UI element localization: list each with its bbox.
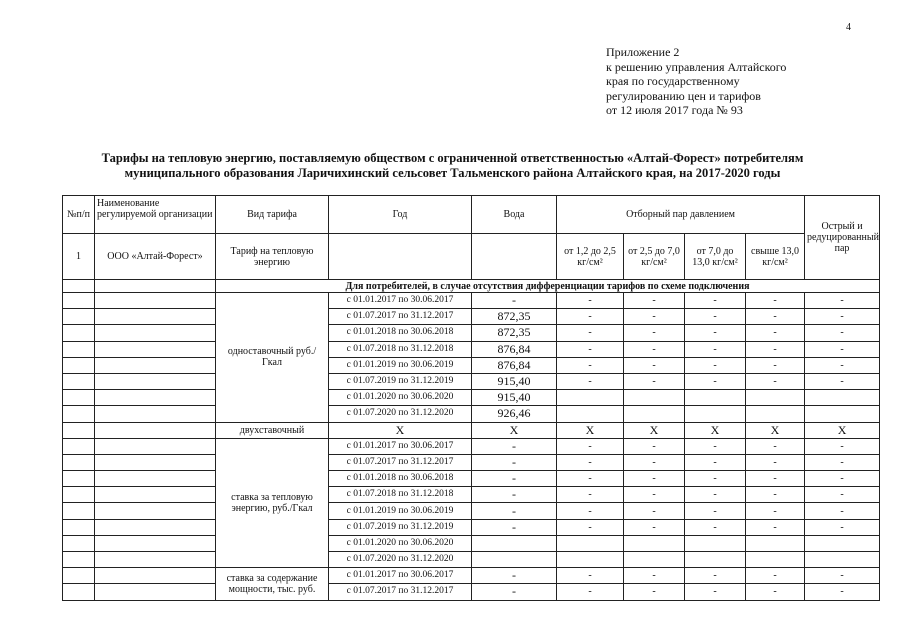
steam-1-cell: - bbox=[557, 373, 624, 389]
num-cell bbox=[63, 341, 95, 357]
header-steam-group: Отборный пар давлением bbox=[557, 196, 805, 234]
steam-1-cell: - bbox=[557, 357, 624, 373]
num-cell bbox=[63, 373, 95, 389]
org-cell bbox=[95, 390, 216, 406]
period-cell: с 01.01.2017 по 30.06.2017 bbox=[329, 438, 472, 454]
steam-2-cell: - bbox=[624, 454, 685, 470]
steam-3-cell: - bbox=[685, 357, 746, 373]
steam-3-cell bbox=[685, 535, 746, 551]
steam-2-cell: - bbox=[624, 293, 685, 309]
live-steam-cell: - bbox=[805, 438, 880, 454]
tariff-group-label: двухставочный bbox=[216, 422, 329, 438]
steam-4-cell bbox=[746, 552, 805, 568]
table-row bbox=[63, 454, 880, 470]
page-number: 4 bbox=[846, 22, 851, 33]
steam-1-cell: - bbox=[557, 438, 624, 454]
water-cell bbox=[472, 552, 557, 568]
org-cell bbox=[95, 341, 216, 357]
water-cell: 872,35 bbox=[472, 309, 557, 325]
live-steam-cell: - bbox=[805, 471, 880, 487]
org-cell bbox=[95, 309, 216, 325]
live-steam-cell: - bbox=[805, 357, 880, 373]
steam-4-cell: - bbox=[746, 438, 805, 454]
live-steam-cell bbox=[805, 406, 880, 422]
steam-3-cell: - bbox=[685, 584, 746, 600]
steam-3-cell: - bbox=[685, 438, 746, 454]
steam-4-cell: - bbox=[746, 325, 805, 341]
num-cell bbox=[63, 406, 95, 422]
org-cell bbox=[95, 552, 216, 568]
appendix-line: регулированию цен и тарифов bbox=[606, 88, 761, 103]
water-cell: 915,40 bbox=[472, 390, 557, 406]
steam-2-cell: - bbox=[624, 373, 685, 389]
num-cell bbox=[63, 438, 95, 454]
table-row bbox=[63, 357, 880, 373]
period-cell: с 01.01.2019 по 30.06.2019 bbox=[329, 503, 472, 519]
steam-2-cell bbox=[624, 535, 685, 551]
org-cell bbox=[95, 535, 216, 551]
row-org: ООО «Алтай-Форест» bbox=[95, 234, 216, 280]
table-row bbox=[63, 471, 880, 487]
steam-2-cell: X bbox=[624, 422, 685, 438]
steam-3-cell: - bbox=[685, 309, 746, 325]
appendix-line: от 12 июля 2017 года № 93 bbox=[606, 103, 743, 117]
steam-1-cell: - bbox=[557, 293, 624, 309]
org-cell bbox=[95, 471, 216, 487]
org-cell bbox=[95, 503, 216, 519]
row-water-empty bbox=[472, 234, 557, 280]
table-row bbox=[63, 325, 880, 341]
steam-4-cell: - bbox=[746, 584, 805, 600]
num-cell bbox=[63, 568, 95, 584]
period-cell: с 01.07.2017 по 31.12.2017 bbox=[329, 584, 472, 600]
water-cell: - bbox=[472, 471, 557, 487]
steam-1-cell bbox=[557, 406, 624, 422]
org-cell bbox=[95, 293, 216, 309]
table-row bbox=[63, 293, 880, 309]
num-cell bbox=[63, 309, 95, 325]
appendix-line: Приложение 2 bbox=[606, 45, 680, 59]
steam-1-cell: - bbox=[557, 341, 624, 357]
steam-4-cell: X bbox=[746, 422, 805, 438]
steam-2-cell bbox=[624, 552, 685, 568]
steam-2-cell: - bbox=[624, 471, 685, 487]
live-steam-cell bbox=[805, 535, 880, 551]
header-org: Наименование регулируемой организации bbox=[95, 196, 216, 234]
period-cell: с 01.07.2017 по 31.12.2017 bbox=[329, 454, 472, 470]
steam-3-cell bbox=[685, 406, 746, 422]
period-cell: X bbox=[329, 422, 472, 438]
header-steam-2: от 2,5 до 7,0 кг/см² bbox=[624, 234, 685, 280]
steam-2-cell: - bbox=[624, 568, 685, 584]
tariff-group-label: ставка за тепловую энергию, руб./Гкал bbox=[216, 438, 329, 568]
steam-3-cell: - bbox=[685, 454, 746, 470]
steam-1-cell: - bbox=[557, 568, 624, 584]
header-year: Год bbox=[329, 196, 472, 234]
section-title: Для потребителей, в случае отсутствия дифференциации тарифов по схеме подключения bbox=[216, 280, 880, 293]
section-empty bbox=[63, 280, 95, 293]
section-empty bbox=[95, 280, 216, 293]
steam-2-cell: - bbox=[624, 503, 685, 519]
water-cell: - bbox=[472, 503, 557, 519]
period-cell: с 01.07.2020 по 31.12.2020 bbox=[329, 552, 472, 568]
table-row bbox=[63, 373, 880, 389]
org-cell bbox=[95, 373, 216, 389]
table-row bbox=[63, 438, 880, 454]
water-cell bbox=[472, 535, 557, 551]
live-steam-cell: - bbox=[805, 325, 880, 341]
num-cell bbox=[63, 487, 95, 503]
steam-2-cell: - bbox=[624, 584, 685, 600]
num-cell bbox=[63, 325, 95, 341]
appendix-note bbox=[606, 45, 786, 118]
steam-1-cell: - bbox=[557, 325, 624, 341]
water-cell: 872,35 bbox=[472, 325, 557, 341]
period-cell: с 01.01.2020 по 30.06.2020 bbox=[329, 390, 472, 406]
live-steam-cell: - bbox=[805, 487, 880, 503]
org-cell bbox=[95, 454, 216, 470]
row-year-empty bbox=[329, 234, 472, 280]
steam-1-cell: - bbox=[557, 309, 624, 325]
period-cell: с 01.01.2019 по 30.06.2019 bbox=[329, 357, 472, 373]
steam-2-cell: - bbox=[624, 341, 685, 357]
steam-1-cell: - bbox=[557, 487, 624, 503]
steam-3-cell: - bbox=[685, 293, 746, 309]
steam-4-cell: - bbox=[746, 471, 805, 487]
period-cell: с 01.07.2018 по 31.12.2018 bbox=[329, 341, 472, 357]
period-cell: с 01.01.2017 по 30.06.2017 bbox=[329, 293, 472, 309]
num-cell bbox=[63, 503, 95, 519]
steam-3-cell: - bbox=[685, 519, 746, 535]
org-cell bbox=[95, 406, 216, 422]
table-row bbox=[63, 309, 880, 325]
num-cell bbox=[63, 390, 95, 406]
org-cell bbox=[95, 325, 216, 341]
steam-3-cell bbox=[685, 552, 746, 568]
org-cell bbox=[95, 438, 216, 454]
steam-1-cell bbox=[557, 390, 624, 406]
steam-3-cell: X bbox=[685, 422, 746, 438]
water-cell: 926,46 bbox=[472, 406, 557, 422]
steam-1-cell: - bbox=[557, 503, 624, 519]
steam-4-cell: - bbox=[746, 454, 805, 470]
steam-3-cell: - bbox=[685, 341, 746, 357]
steam-3-cell: - bbox=[685, 568, 746, 584]
steam-2-cell bbox=[624, 390, 685, 406]
table-row bbox=[63, 568, 880, 584]
period-cell: с 01.07.2019 по 31.12.2019 bbox=[329, 373, 472, 389]
steam-4-cell: - bbox=[746, 309, 805, 325]
live-steam-cell bbox=[805, 390, 880, 406]
water-cell: 876,84 bbox=[472, 357, 557, 373]
steam-3-cell: - bbox=[685, 373, 746, 389]
tariff-group-label: ставка за содержание мощности, тыс. руб. bbox=[216, 568, 329, 600]
live-steam-cell: - bbox=[805, 584, 880, 600]
org-cell bbox=[95, 357, 216, 373]
water-cell: - bbox=[472, 584, 557, 600]
tariff-table bbox=[62, 195, 880, 601]
tariff-group-label: одноставочный руб./Гкал bbox=[216, 293, 329, 423]
table-row bbox=[63, 390, 880, 406]
live-steam-cell: X bbox=[805, 422, 880, 438]
org-cell bbox=[95, 487, 216, 503]
org-cell bbox=[95, 422, 216, 438]
steam-4-cell: - bbox=[746, 487, 805, 503]
live-steam-cell bbox=[805, 552, 880, 568]
period-cell: с 01.01.2020 по 30.06.2020 bbox=[329, 535, 472, 551]
table-row bbox=[63, 584, 880, 600]
row-tariff: Тариф на тепловую энергию bbox=[216, 234, 329, 280]
live-steam-cell: - bbox=[805, 293, 880, 309]
live-steam-cell: - bbox=[805, 568, 880, 584]
steam-4-cell: - bbox=[746, 357, 805, 373]
water-cell: - bbox=[472, 454, 557, 470]
steam-1-cell: - bbox=[557, 584, 624, 600]
steam-2-cell: - bbox=[624, 309, 685, 325]
steam-3-cell: - bbox=[685, 503, 746, 519]
appendix-line: края по государственному bbox=[606, 74, 740, 88]
water-cell: - bbox=[472, 568, 557, 584]
steam-4-cell bbox=[746, 535, 805, 551]
num-cell bbox=[63, 552, 95, 568]
header-num: №п/п bbox=[63, 196, 95, 234]
table-row bbox=[63, 503, 880, 519]
live-steam-cell: - bbox=[805, 454, 880, 470]
steam-3-cell bbox=[685, 390, 746, 406]
steam-4-cell: - bbox=[746, 503, 805, 519]
appendix-line: к решению управления Алтайского bbox=[606, 59, 787, 74]
period-cell: с 01.07.2017 по 31.12.2017 bbox=[329, 309, 472, 325]
steam-2-cell: - bbox=[624, 325, 685, 341]
steam-2-cell: - bbox=[624, 519, 685, 535]
org-cell bbox=[95, 568, 216, 584]
steam-4-cell bbox=[746, 406, 805, 422]
num-cell bbox=[63, 454, 95, 470]
num-cell bbox=[63, 471, 95, 487]
header-steam-3: от 7,0 до 13,0 кг/см² bbox=[685, 234, 746, 280]
table-row bbox=[63, 552, 880, 568]
table-row bbox=[63, 487, 880, 503]
table-row bbox=[63, 519, 880, 535]
steam-4-cell: - bbox=[746, 519, 805, 535]
header-steam-1: от 1,2 до 2,5 кг/см² bbox=[557, 234, 624, 280]
num-cell bbox=[63, 535, 95, 551]
period-cell: с 01.07.2019 по 31.12.2019 bbox=[329, 519, 472, 535]
period-cell: с 01.07.2020 по 31.12.2020 bbox=[329, 406, 472, 422]
steam-3-cell: - bbox=[685, 471, 746, 487]
org-cell bbox=[95, 519, 216, 535]
table-row bbox=[63, 422, 880, 438]
steam-2-cell: - bbox=[624, 487, 685, 503]
water-cell: - bbox=[472, 293, 557, 309]
live-steam-cell: - bbox=[805, 503, 880, 519]
num-cell bbox=[63, 519, 95, 535]
steam-4-cell: - bbox=[746, 293, 805, 309]
steam-1-cell bbox=[557, 535, 624, 551]
header-live-steam: Острый и редуцированный пар bbox=[805, 196, 880, 280]
steam-1-cell bbox=[557, 552, 624, 568]
title-line: муниципального образования Ларичихинский сельсовет Тальменского района Алтайского края, на 2017-2020 годы bbox=[124, 166, 781, 180]
water-cell: X bbox=[472, 422, 557, 438]
num-cell bbox=[63, 584, 95, 600]
steam-1-cell: - bbox=[557, 454, 624, 470]
title-line: Тарифы на тепловую энергию, поставляемую обществом с ограниченной ответственностью «Алтай-Форест» потребителям bbox=[101, 151, 804, 165]
header-tariff-type: Вид тарифа bbox=[216, 196, 329, 234]
steam-1-cell: - bbox=[557, 519, 624, 535]
water-cell: - bbox=[472, 519, 557, 535]
water-cell: 915,40 bbox=[472, 373, 557, 389]
row-num: 1 bbox=[63, 234, 95, 280]
live-steam-cell: - bbox=[805, 519, 880, 535]
num-cell bbox=[63, 293, 95, 309]
period-cell: с 01.01.2018 по 30.06.2018 bbox=[329, 325, 472, 341]
steam-2-cell bbox=[624, 406, 685, 422]
live-steam-cell: - bbox=[805, 341, 880, 357]
steam-3-cell: - bbox=[685, 487, 746, 503]
period-cell: с 01.01.2018 по 30.06.2018 bbox=[329, 471, 472, 487]
steam-4-cell bbox=[746, 390, 805, 406]
steam-1-cell: X bbox=[557, 422, 624, 438]
steam-4-cell: - bbox=[746, 341, 805, 357]
steam-2-cell: - bbox=[624, 438, 685, 454]
water-cell: - bbox=[472, 438, 557, 454]
water-cell: 876,84 bbox=[472, 341, 557, 357]
document-title bbox=[20, 151, 885, 181]
steam-4-cell: - bbox=[746, 568, 805, 584]
steam-3-cell: - bbox=[685, 325, 746, 341]
period-cell: с 01.01.2017 по 30.06.2017 bbox=[329, 568, 472, 584]
live-steam-cell: - bbox=[805, 373, 880, 389]
steam-1-cell: - bbox=[557, 471, 624, 487]
org-cell bbox=[95, 584, 216, 600]
water-cell: - bbox=[472, 487, 557, 503]
table-row bbox=[63, 341, 880, 357]
steam-2-cell: - bbox=[624, 357, 685, 373]
header-steam-4: свыше 13,0 кг/см² bbox=[746, 234, 805, 280]
num-cell bbox=[63, 422, 95, 438]
table-row bbox=[63, 535, 880, 551]
live-steam-cell: - bbox=[805, 309, 880, 325]
num-cell bbox=[63, 357, 95, 373]
period-cell: с 01.07.2018 по 31.12.2018 bbox=[329, 487, 472, 503]
header-water: Вода bbox=[472, 196, 557, 234]
steam-4-cell: - bbox=[746, 373, 805, 389]
table-row bbox=[63, 406, 880, 422]
